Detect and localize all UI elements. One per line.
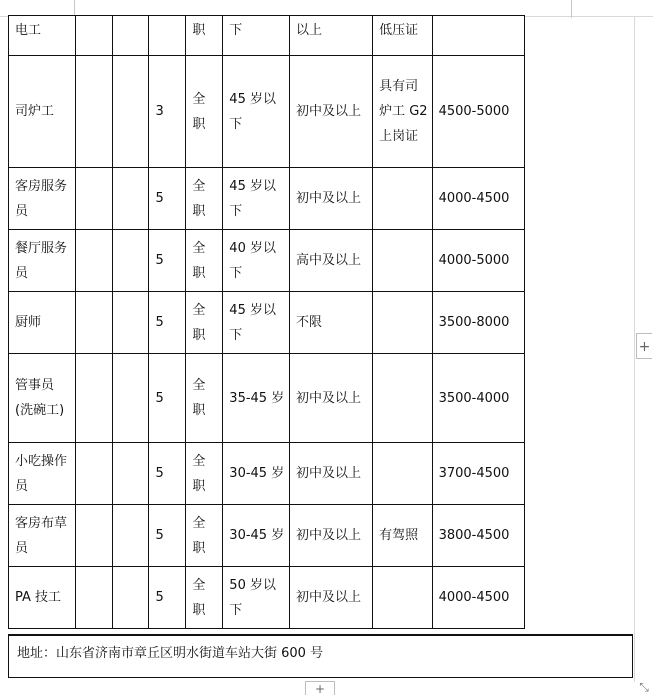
add-row-button[interactable]: + [305,681,335,695]
cell-position[interactable]: 餐厅服务员 [9,230,75,291]
cell-education[interactable]: 初中及以上 [290,443,372,504]
table-row [9,505,524,566]
cell-requirement[interactable]: 具有司炉工 G2 上岗证 [373,56,432,167]
cell-blank[interactable] [76,168,112,229]
cell-age[interactable]: 45 岁以下 [223,56,289,167]
cell-position[interactable]: PA 技工 [9,567,75,628]
address-text: 地址：山东省济南市章丘区明水街道车站大街 600 号 [17,646,324,661]
cell-blank[interactable] [113,16,149,55]
cell-type[interactable]: 全职 [186,292,222,353]
cell-education[interactable]: 高中及以上 [290,230,372,291]
table-row [9,443,524,504]
cell-requirement[interactable]: 有驾照 [373,505,432,566]
cell-blank[interactable] [76,292,112,353]
table-row [9,354,524,442]
cell-type[interactable]: 全职 [186,56,222,167]
cell-education[interactable]: 不限 [290,292,372,353]
cell-salary[interactable]: 3500-8000 [433,292,524,353]
cell-type[interactable]: 职 [186,16,222,55]
cell-type[interactable]: 全职 [186,567,222,628]
cell-requirement[interactable] [373,354,432,442]
cell-position[interactable]: 厨师 [9,292,75,353]
cell-type[interactable]: 全职 [186,168,222,229]
cell-education[interactable]: 初中及以上 [290,56,372,167]
cell-blank[interactable] [113,168,149,229]
table-row [9,168,524,229]
cell-requirement[interactable] [373,292,432,353]
cell-education[interactable]: 初中及以上 [290,354,372,442]
cell-position[interactable]: 管事员(洗碗工) [9,354,75,442]
cell-requirement[interactable] [373,230,432,291]
cell-age[interactable]: 30-45 岁 [223,443,289,504]
cell-blank[interactable] [76,230,112,291]
cell-count[interactable]: 5 [149,567,185,628]
cell-blank[interactable] [113,56,149,167]
cell-count[interactable]: 5 [149,292,185,353]
cell-type[interactable]: 全职 [186,505,222,566]
cell-age[interactable]: 40 岁以下 [223,230,289,291]
cell-salary[interactable]: 3700-4500 [433,443,524,504]
cell-blank[interactable] [76,567,112,628]
cell-blank[interactable] [113,292,149,353]
cell-age[interactable]: 35-45 岁 [223,354,289,442]
cell-blank[interactable] [113,505,149,566]
cell-position[interactable]: 小吃操作员 [9,443,75,504]
cell-position[interactable]: 客房服务员 [9,168,75,229]
cell-education[interactable]: 初中及以上 [290,505,372,566]
cell-education[interactable]: 以上 [290,16,372,55]
table-row [9,16,524,55]
cell-blank[interactable] [113,567,149,628]
cell-position[interactable]: 客房布草员 [9,505,75,566]
cell-requirement[interactable] [373,443,432,504]
page-margin-marker-right [571,0,572,18]
cell-type[interactable]: 全职 [186,354,222,442]
address-row [8,634,633,678]
cell-blank[interactable] [76,16,112,55]
cell-requirement[interactable] [373,567,432,628]
cell-blank[interactable] [113,443,149,504]
cell-requirement[interactable]: 低压证 [373,16,432,55]
cell-age[interactable]: 50 岁以下 [223,567,289,628]
cell-position[interactable]: 电工 [9,16,75,55]
table-right-guide [634,16,635,682]
cell-education[interactable]: 初中及以上 [290,168,372,229]
cell-type[interactable]: 全职 [186,443,222,504]
cell-salary[interactable]: 3500-4000 [433,354,524,442]
cell-age[interactable]: 45 岁以下 [223,168,289,229]
cell-salary[interactable]: 3800-4500 [433,505,524,566]
cell-blank[interactable] [113,354,149,442]
cell-count[interactable] [149,16,185,55]
table-row [9,230,524,291]
cell-count[interactable]: 5 [149,230,185,291]
cell-age[interactable]: 下 [223,16,289,55]
cell-education[interactable]: 初中及以上 [290,567,372,628]
cell-count[interactable]: 5 [149,443,185,504]
cell-count[interactable]: 5 [149,168,185,229]
cell-blank[interactable] [76,56,112,167]
cell-salary[interactable]: 4000-4500 [433,567,524,628]
cell-type[interactable]: 全职 [186,230,222,291]
table-row [9,567,524,628]
cell-age[interactable]: 30-45 岁 [223,505,289,566]
cell-salary[interactable] [433,16,524,55]
add-column-button[interactable]: + [636,333,652,359]
cell-blank[interactable] [76,443,112,504]
cell-age[interactable]: 45 岁以下 [223,292,289,353]
table-row [9,292,524,353]
cell-blank[interactable] [76,354,112,442]
cell-salary[interactable]: 4000-5000 [433,230,524,291]
cell-blank[interactable] [76,505,112,566]
cell-salary[interactable]: 4000-4500 [433,168,524,229]
cell-salary[interactable]: 4500-5000 [433,56,524,167]
cell-requirement[interactable] [373,168,432,229]
cell-position[interactable]: 司炉工 [9,56,75,167]
cell-count[interactable]: 3 [149,56,185,167]
cell-blank[interactable] [113,230,149,291]
resize-handle-icon[interactable]: ⤡ [639,680,649,694]
job-table [8,15,525,629]
cell-count[interactable]: 5 [149,505,185,566]
cell-count[interactable]: 5 [149,354,185,442]
table-row [9,56,524,167]
